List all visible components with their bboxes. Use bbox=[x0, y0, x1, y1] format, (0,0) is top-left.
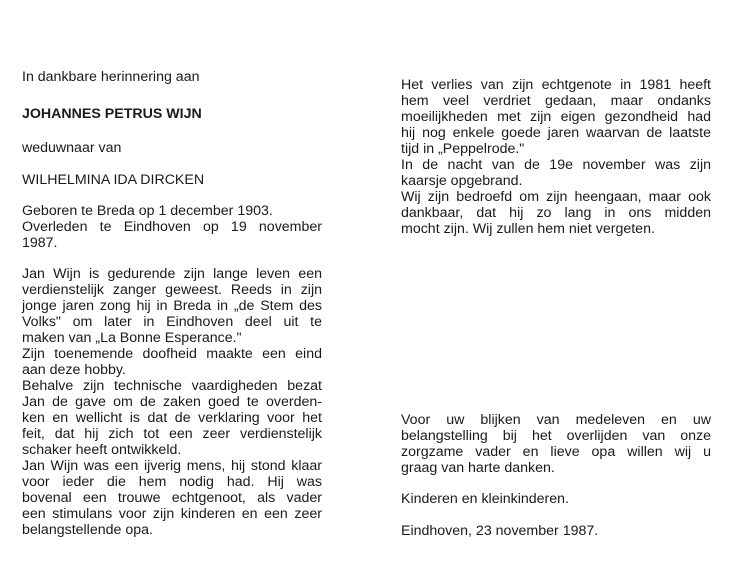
thanks-line: graag van harte danken. bbox=[401, 460, 555, 476]
bio-line: schaker heeft ontwikkeld. bbox=[22, 442, 182, 458]
memorial-line: Het verlies van zijn echtgenote in 1981 heeft bbox=[401, 77, 711, 93]
memorial-line: In de nacht van de 19e november was zijn bbox=[401, 157, 711, 173]
memorial-line: Wij zijn bedroefd om zijn heengaan, maar ook bbox=[401, 189, 711, 205]
spouse-name: WILHELMINA IDA DIRCKEN bbox=[22, 172, 205, 188]
bio-line: bovenal een trouwe echtgenoot, als vader bbox=[22, 490, 322, 506]
bio-line: Volks" om later in Eindhoven deel uit te bbox=[22, 314, 322, 330]
deceased-name: JOHANNES PETRUS WIJN bbox=[22, 106, 202, 122]
death-line: Overleden te Eindhoven op 19 november bbox=[22, 219, 322, 235]
bio-line: een stimulans voor zijn kinderen en een zeer bbox=[22, 506, 322, 522]
bio-line: maken van „La Bonne Esperance." bbox=[22, 330, 242, 346]
bio-line: Zijn toenemende doofheid maakte een eind bbox=[22, 346, 322, 362]
bio-line: aan deze hobby. bbox=[22, 362, 126, 378]
bio-line: Behalve zijn technische vaardigheden bezat bbox=[22, 378, 322, 394]
memorial-line: kaarsje opgebrand. bbox=[401, 173, 523, 189]
memorial-line: dankbaar, dat hij zo lang in ons midden bbox=[401, 205, 711, 221]
intro-text: In dankbare herinnering aan bbox=[22, 69, 200, 85]
memorial-line: tijd in „Peppelrode." bbox=[401, 141, 525, 157]
bio-line: belangstellende opa. bbox=[22, 522, 153, 538]
bio-line: Jan Wijn is gedurende zijn lange leven een bbox=[22, 266, 322, 282]
thanks-line: belangstelling bij het overlijden van onze bbox=[401, 428, 711, 444]
memorial-line: moeilijkheden met zijn eigen gezondheid had bbox=[401, 109, 711, 125]
family-signature: Kinderen en kleinkinderen. bbox=[401, 491, 569, 507]
memorial-line: hij nog enkele goede jaren waarvan de laatste bbox=[401, 125, 711, 141]
memorial-line: mocht zijn. Wij zullen hem niet vergeten. bbox=[401, 221, 655, 237]
thanks-line: zorgzame vader en lieve opa willen wij u bbox=[401, 444, 711, 460]
death-year-line: 1987. bbox=[22, 235, 58, 251]
bio-line: verdienstelijk zanger geweest. Reeds in zijn bbox=[22, 282, 322, 298]
place-date: Eindhoven, 23 november 1987. bbox=[401, 523, 599, 539]
bio-line: jonge jaren zong hij in Breda in „de Stem des bbox=[22, 298, 322, 314]
birth-line: Geboren te Breda op 1 december 1903. bbox=[22, 203, 273, 219]
relation-text: weduwnaar van bbox=[22, 140, 122, 156]
bio-line: feit, dat hij zich tot een zeer verdienstelijk bbox=[22, 426, 322, 442]
bio-line: Jan Wijn was een ijverig mens, hij stond klaar bbox=[22, 458, 322, 474]
bio-line: voor ieder die hem nodig had. Hij was bbox=[22, 474, 322, 490]
memorial-line: hem veel verdriet gedaan, maar ondanks bbox=[401, 93, 711, 109]
bio-line: ken en wellicht is dat de verklaring voor het bbox=[22, 410, 322, 426]
thanks-line: Voor uw blijken van medeleven en uw bbox=[401, 412, 711, 428]
bio-line: Jan de gave om de zaken goed te overden- bbox=[22, 394, 322, 410]
